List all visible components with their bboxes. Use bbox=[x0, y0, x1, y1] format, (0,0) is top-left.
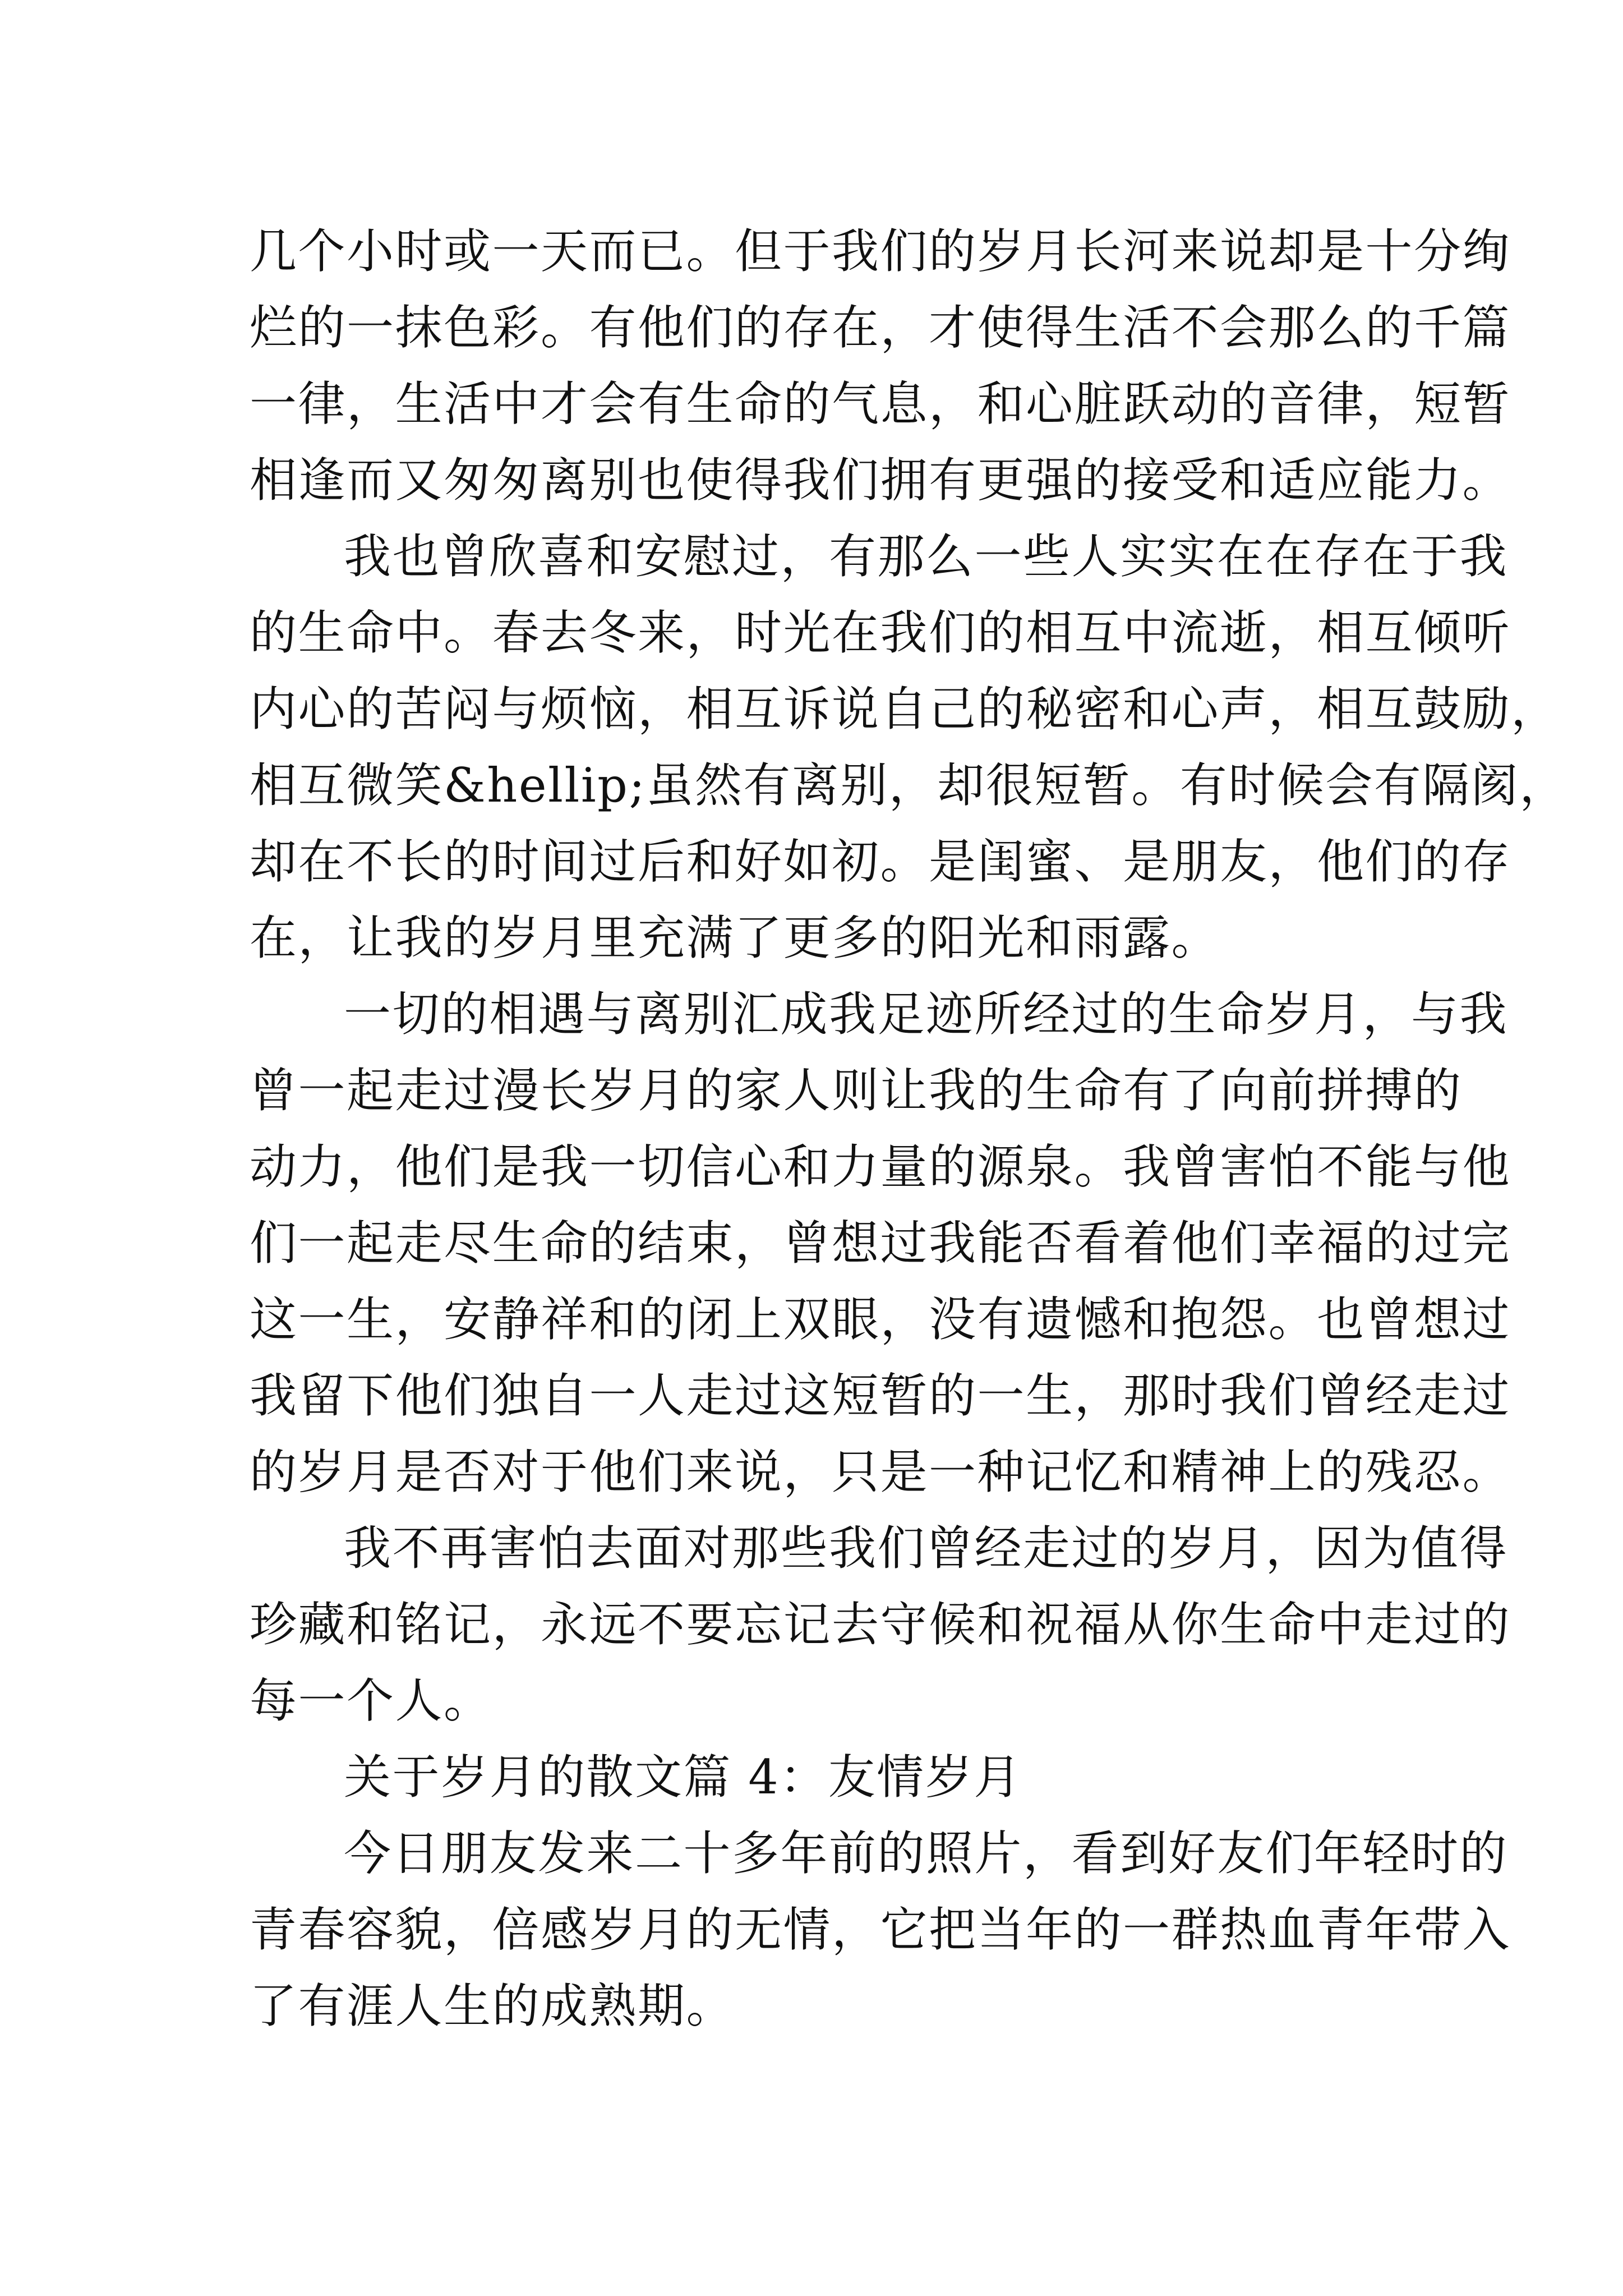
text-line: 烂的一抹色彩。有他们的存在，才使得生活不会那么的千篇 bbox=[250, 300, 1511, 355]
paragraph-first-line: 今日朋友发来二十多年前的照片，看到好友们年轻时的 bbox=[344, 1826, 1509, 1881]
text-line: 了有涯人生的成熟期。 bbox=[250, 1978, 735, 2033]
text-line: 这一生，安静祥和的闭上双眼，没有遗憾和抱怨。也曾想过 bbox=[250, 1292, 1511, 1347]
paragraph-first-line: 我不再害怕去面对那些我们曾经走过的岁月，因为值得 bbox=[344, 1521, 1509, 1576]
paragraph-first-line: 我也曾欣喜和安慰过，有那么一些人实实在在存在于我 bbox=[344, 529, 1509, 584]
text-line: 动力，他们是我一切信心和力量的源泉。我曾害怕不能与他 bbox=[250, 1139, 1511, 1194]
text-line: 几个小时或一天而已。但于我们的岁月长河来说却是十分绚 bbox=[250, 224, 1511, 279]
text-line: 的生命中。春去冬来，时光在我们的相互中流逝，相互倾听 bbox=[250, 605, 1511, 660]
text-line: 珍藏和铭记，永远不要忘记去守候和祝福从你生命中走过的 bbox=[250, 1597, 1511, 1652]
text-line: 在，让我的岁月里充满了更多的阳光和雨露。 bbox=[250, 910, 1220, 965]
text-line: 我留下他们独自一人走过这短暂的一生，那时我们曾经走过 bbox=[250, 1368, 1511, 1423]
text-line: 相互微笑&hellip;虽然有离别，却很短暂。有时候会有隔阂， bbox=[250, 758, 1568, 813]
text-line: 曾一起走过漫长岁月的家人则让我的生命有了向前拼搏的 bbox=[250, 1063, 1463, 1118]
text-line: 相逢而又匆匆离别也使得我们拥有更强的接受和适应能力。 bbox=[250, 453, 1511, 508]
text-line: 的岁月是否对于他们来说，只是一种记忆和精神上的残忍。 bbox=[250, 1444, 1511, 1499]
section-heading: 关于岁月的散文篇 4：友情岁月 bbox=[344, 1750, 1022, 1805]
text-line: 青春容貌，倍感岁月的无情，它把当年的一群热血青年带入 bbox=[250, 1902, 1511, 1957]
text-line: 们一起走尽生命的结束，曾想过我能否看着他们幸福的过完 bbox=[250, 1216, 1511, 1271]
text-line: 一律，生活中才会有生命的气息，和心脏跃动的音律，短暂 bbox=[250, 376, 1511, 431]
text-line: 每一个人。 bbox=[250, 1673, 492, 1728]
text-line: 内心的苦闷与烦恼，相互诉说自己的秘密和心声，相互鼓励， bbox=[250, 682, 1560, 737]
paragraph-first-line: 一切的相遇与离别汇成我足迹所经过的生命岁月，与我 bbox=[344, 987, 1509, 1042]
document-body bbox=[250, 213, 1568, 2044]
text-line: 却在不长的时间过后和好如初。是闺蜜、是朋友，他们的存 bbox=[250, 834, 1511, 889]
